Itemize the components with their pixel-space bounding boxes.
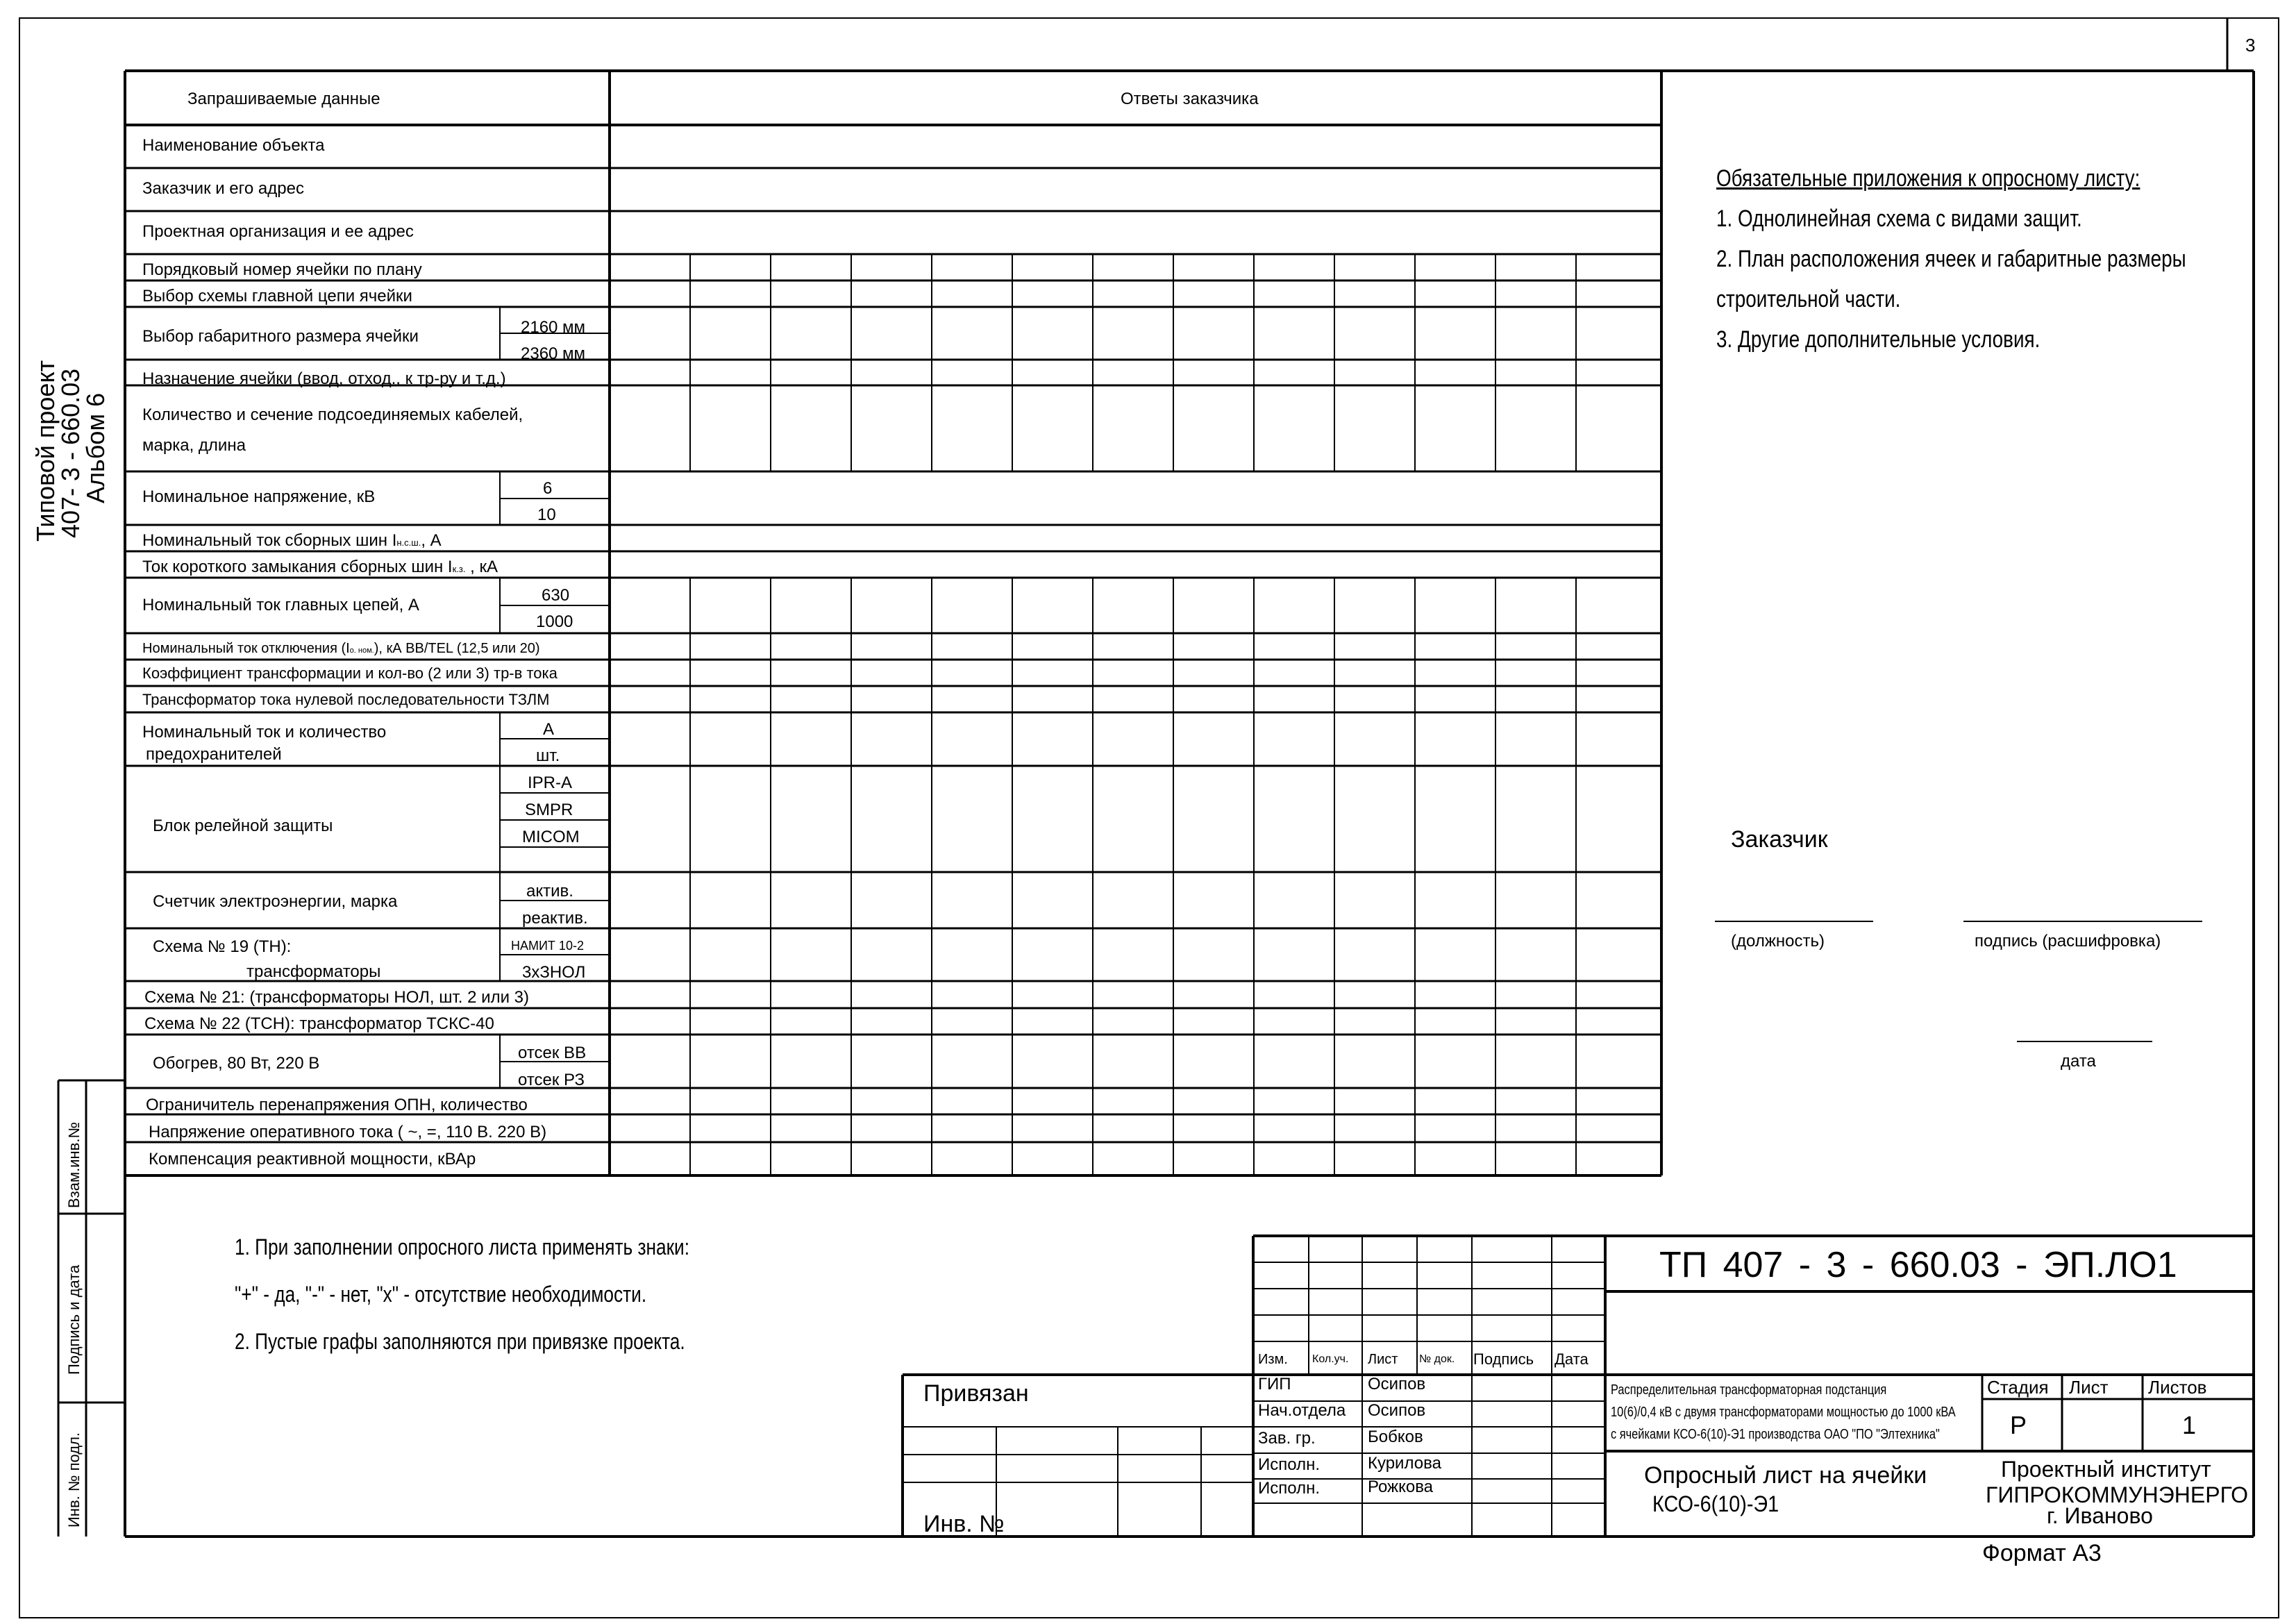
break-current-sub: о. ном. xyxy=(349,646,374,655)
name-nach: Осипов xyxy=(1368,1401,1426,1420)
row-customer: Заказчик и его адрес xyxy=(142,179,304,198)
row-surge: Ограничитель перенапряжения ОПН, количество xyxy=(146,1096,528,1114)
sub-voltage-10: 10 xyxy=(537,505,556,524)
note-1: 1. При заполнении опросного листа применять знаки: xyxy=(235,1234,690,1259)
row-main-scheme: Выбор схемы главной цепи ячейки xyxy=(142,287,412,305)
attachments-item2a: 2. План расположения ячеек и габаритные размеры xyxy=(1716,246,2186,272)
break-current-unit: ), кА BB/TEL (12,5 или 20) xyxy=(374,641,540,656)
attachments-title: Обязательные приложения к опросному листу: xyxy=(1716,165,2140,192)
hdr-sheet: Лист xyxy=(2069,1377,2109,1398)
org-line-3: г. Иваново xyxy=(2047,1503,2153,1528)
stamp-vzam-label: Взам.инв.№ xyxy=(65,1121,83,1208)
row-relay: Блок релейной защиты xyxy=(153,817,333,835)
row-meter: Счетчик электроэнергии, марка xyxy=(153,892,398,911)
row-busbar-current xyxy=(142,533,442,549)
name-zav: Бобков xyxy=(1368,1428,1423,1446)
sub-fuse-a: А xyxy=(543,720,555,739)
sub-size-2360: 2360 мм xyxy=(521,344,586,363)
doc-title-2: КСО-6(10)-Э1 xyxy=(1652,1491,1779,1516)
org-line-1: Проектный институт xyxy=(2001,1457,2211,1482)
hdr-list: Лист xyxy=(1368,1352,1398,1367)
role-gip: ГИП xyxy=(1258,1375,1291,1393)
row-transform-ratio: Коэффициент трансформации и кол-во (2 или 3) тр-в тока xyxy=(142,664,558,682)
name-gip: Осипов xyxy=(1368,1375,1426,1393)
row-scheme21: Схема № 21: (трансформаторы НОЛ, шт. 2 или 3) xyxy=(144,988,529,1007)
sub-relay-micom: MICOM xyxy=(522,828,580,846)
hdr-ndok: № док. xyxy=(1419,1353,1455,1365)
busbar-current-unit: , А xyxy=(421,531,442,550)
side-project-line3: Альбом 6 xyxy=(81,392,110,503)
row-fuses-1: Номинальный ток и количество xyxy=(142,723,387,742)
header-customer-answers: Ответы заказчика xyxy=(1121,90,1259,108)
header-requested-data: Запрашиваемые данные xyxy=(187,90,380,108)
hdr-stadiya: Стадия xyxy=(1987,1377,2049,1398)
sub-current-630: 630 xyxy=(542,586,570,605)
row-heating: Обогрев, 80 Вт, 220 В xyxy=(153,1054,320,1073)
hdr-izm: Изм. xyxy=(1258,1352,1288,1367)
role-zav: Зав. гр. xyxy=(1258,1429,1316,1448)
short-circuit-sub: к.з. xyxy=(452,564,466,574)
row-design-org: Проектная организация и ее адрес xyxy=(142,222,414,241)
row-cables-2: марка, длина xyxy=(142,436,246,455)
row-zero-seq: Трансформатор тока нулевой последовательности ТЗЛМ xyxy=(142,691,550,708)
sub-scheme19-namit: НАМИТ 10-2 xyxy=(511,939,584,953)
sub-heat-rz: отсек РЗ xyxy=(518,1071,585,1089)
sheet-number: 3 xyxy=(2245,35,2256,56)
side-project-label xyxy=(33,360,108,569)
sub-voltage-6: 6 xyxy=(543,479,553,498)
sub-meter-active: актив. xyxy=(526,882,573,901)
attachments-item1: 1. Однолинейная схема с видами защит. xyxy=(1716,206,2082,232)
sub-current-1000: 1000 xyxy=(536,612,573,631)
inv-no-label: Инв. № xyxy=(923,1511,1005,1537)
role-isp1: Исполн. xyxy=(1258,1455,1320,1474)
row-cell-number: Порядковый номер ячейки по плану xyxy=(142,260,422,279)
sub-size-2160: 2160 мм xyxy=(521,318,586,337)
busbar-current-sub: н.с.ш. xyxy=(396,537,421,548)
customer-signature-label: подпись (расшифровка) xyxy=(1975,932,2161,951)
customer-title: Заказчик xyxy=(1731,826,1828,853)
org-line-2: ГИПРОКОММУНЭНЕРГО xyxy=(1986,1482,2248,1507)
sub-fuse-pcs: шт. xyxy=(536,746,560,765)
note-2: 2. Пустые графы заполняются при привязке проекта. xyxy=(235,1329,685,1354)
row-reactive-comp: Компенсация реактивной мощности, кВАр xyxy=(149,1150,476,1169)
row-purpose: Назначение ячейки (ввод, отход., к тр-ру и т.д.) xyxy=(142,369,506,388)
desc-line-3: с ячейками КСО-6(10)-Э1 производства ОАО "ПО "Элтехника" xyxy=(1611,1427,1940,1442)
row-op-voltage: Напряжение оперативного тока ( ~, =, 110 В. 220 В) xyxy=(149,1123,547,1141)
row-scheme22: Схема № 22 (ТСН): трансформатор ТСКС-40 xyxy=(144,1014,494,1033)
sub-meter-reactive: реактив. xyxy=(522,909,588,928)
role-nach: Нач.отдела xyxy=(1258,1401,1346,1420)
customer-position-label: (должность) xyxy=(1731,932,1825,951)
row-cables-1: Количество и сечение подсоединяемых кабелей, xyxy=(142,405,523,424)
desc-line-1: Распределительная трансформаторная подстанция xyxy=(1611,1382,1887,1398)
role-isp2: Исполн. xyxy=(1258,1479,1320,1498)
short-circuit-unit: , кА xyxy=(465,558,498,576)
sub-relay-smpr: SMPR xyxy=(525,801,573,819)
row-short-circuit xyxy=(142,559,498,576)
document-code: ТП 407 - 3 - 660.03 - ЭП.ЛО1 xyxy=(1659,1245,2177,1285)
sub-heat-bb: отсек ВВ xyxy=(518,1044,587,1062)
format-label: Формат А3 xyxy=(1982,1540,2102,1566)
sheets-value: 1 xyxy=(2182,1411,2197,1439)
hdr-data: Дата xyxy=(1555,1350,1589,1368)
sub-relay-ipr: IPR-A xyxy=(528,773,573,792)
attachments-item2b: строительной части. xyxy=(1716,286,1901,312)
attachments-item3: 3. Другие дополнительные условия. xyxy=(1716,326,2041,353)
hdr-sheets: Листов xyxy=(2148,1377,2207,1398)
row-object-name: Наименование объекта xyxy=(142,136,325,155)
row-scheme19-1: Схема № 19 (ТН): xyxy=(153,937,292,956)
side-project-line1: Типовой проект xyxy=(31,360,60,542)
note-1b: "+" - да, "-" - нет, "х" - отсутствие необходимости. xyxy=(235,1282,647,1307)
desc-line-2: 10(6)/0,4 кВ с двумя трансформаторами мощностью до 1000 кВА xyxy=(1611,1405,1956,1420)
stadiya-value: Р xyxy=(2010,1411,2027,1439)
hdr-koluch: Кол.уч. xyxy=(1312,1353,1349,1365)
break-current-label: Номинальный ток отключения (I xyxy=(142,641,350,656)
side-project-line2: 407- 3 - 660.03 xyxy=(56,368,85,538)
short-circuit-label: Ток короткого замыкания сборных шин I xyxy=(142,558,453,576)
customer-date-label: дата xyxy=(2061,1052,2096,1071)
doc-title-1: Опросный лист на ячейки xyxy=(1644,1462,1927,1489)
row-fuses-2: предохранителей xyxy=(146,745,282,764)
name-isp2: Рожкова xyxy=(1368,1477,1434,1496)
privyazan-label: Привязан xyxy=(923,1380,1029,1407)
stamp-inv-label: Инв. № подл. xyxy=(65,1432,83,1527)
stamp-podpis-label: Подпись и дата xyxy=(65,1264,83,1375)
hdr-podpis: Подпись xyxy=(1473,1350,1534,1368)
sub-scheme19-znol: 3хЗНОЛ xyxy=(522,963,586,982)
busbar-current-label: Номинальный ток сборных шин I xyxy=(142,531,397,550)
row-size-choice: Выбор габаритного размера ячейки xyxy=(142,327,419,346)
row-break-current xyxy=(142,642,540,655)
row-scheme19-2: трансформаторы xyxy=(246,962,381,981)
row-main-current: Номинальный ток главных цепей, А xyxy=(142,596,419,614)
row-rated-voltage: Номинальное напряжение, кВ xyxy=(142,487,376,506)
name-isp1: Курилова xyxy=(1368,1454,1441,1473)
